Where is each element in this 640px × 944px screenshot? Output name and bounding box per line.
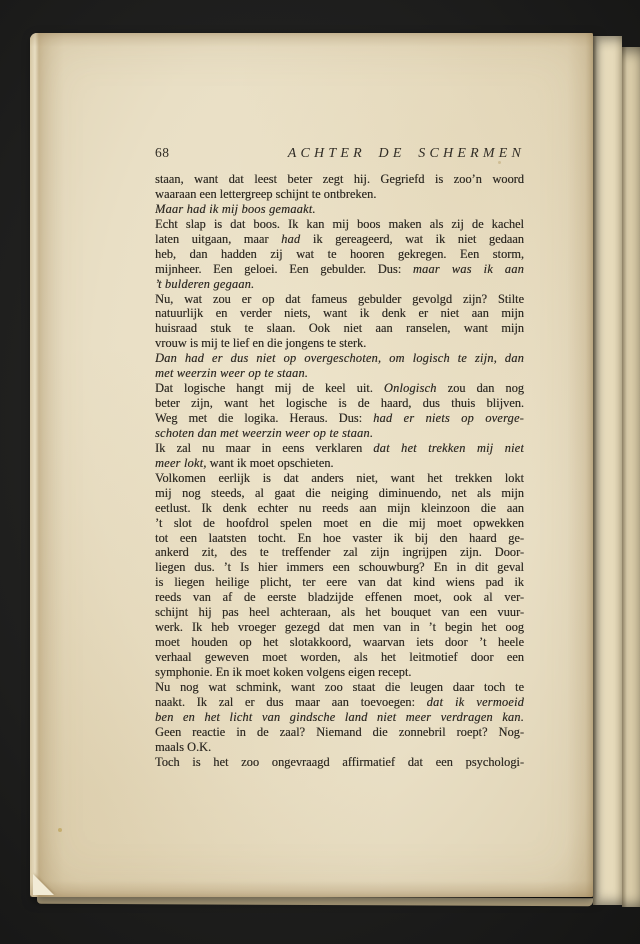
italic-run: Maar had ik mij boos gemaakt. <box>155 201 316 216</box>
text-line <box>155 575 524 590</box>
top-edge-shadow <box>30 33 593 47</box>
italic-run: met weerzin weer op te staan. <box>155 366 309 381</box>
text-line <box>155 187 524 202</box>
text-line <box>155 232 524 247</box>
italic-run: meer lokt, <box>155 455 207 470</box>
page-bottom-edge <box>37 896 593 906</box>
running-header-title: ACHTER DE SCHERMEN <box>287 146 525 161</box>
running-header <box>155 145 525 162</box>
text-run: Nu nog wat schmink, want zoo staat die leugen daar toch te <box>155 679 524 694</box>
dog-ear-corner <box>33 874 54 895</box>
paper-speck <box>58 828 62 832</box>
page-number: 68 <box>155 145 170 160</box>
page-stack-edge-inner <box>622 47 640 907</box>
page-stack-edge-outer <box>593 36 622 905</box>
paragraph <box>155 755 524 770</box>
text-line <box>155 755 524 770</box>
text-run: Echt slap is dat boos. Ik kan mij boos maken als zij de kachel <box>155 216 524 231</box>
text-line <box>155 516 524 531</box>
text-run: verhaal geweven moet worden, als het leitmotief door een <box>155 650 524 664</box>
paragraph <box>155 441 524 471</box>
paragraph <box>155 351 524 381</box>
paragraph <box>155 172 524 202</box>
text-run: want ik moet opschieten. <box>206 455 334 470</box>
text-line <box>155 441 524 456</box>
paragraph <box>155 217 524 292</box>
italic-run: Dan had er dus niet op overgeschoten, om logisch te zijn, dan <box>155 351 524 366</box>
text-run: Ik zal nu maar in eens verklaren <box>155 440 374 455</box>
gutter-shadow <box>30 33 64 897</box>
italic-run: dat het trekken mij niet <box>373 440 524 455</box>
text-line <box>155 381 524 396</box>
text-line <box>155 501 524 516</box>
text-line <box>155 396 524 411</box>
text-run: laten uitgaan, maar <box>155 231 282 246</box>
italic-run: schoten dan met weerzin weer op te staan. <box>155 425 374 440</box>
text-line <box>155 531 524 546</box>
text-line <box>155 471 524 486</box>
text-run: ankerd zit, des te treffender zal zijn ingrijpen zijn. Door- <box>155 545 524 560</box>
text-line <box>155 560 524 575</box>
text-line <box>155 456 524 471</box>
text-run: Toch is het zoo ongevraagd affirmatief dat een psychologi- <box>155 754 524 769</box>
text-run: mijnheer. Een geloei. Een gebulder. Dus: <box>155 261 413 276</box>
text-run: beter zijn, want het logische is de haard, dus thuis blijven. <box>155 396 524 411</box>
text-line <box>155 725 524 740</box>
book-page <box>30 33 593 897</box>
text-line <box>155 665 524 680</box>
text-run: Dat logische hangt mij de keel uit. <box>155 381 384 396</box>
text-run: maals O.K. <box>155 739 212 754</box>
text-line <box>155 202 524 217</box>
text-run: tot een laatsten tocht. En hoe vaster ik bij den haard ge- <box>155 530 524 545</box>
text-run: zou dan nog <box>436 381 524 396</box>
text-line <box>155 172 524 187</box>
italic-run: had <box>281 231 301 246</box>
text-run: is liegen heilige plicht, ter eere van dat kind wiens pad ik <box>155 575 524 590</box>
paragraph <box>155 381 524 441</box>
text-run: symphonie. En ik moet koken volgens eigen recept. <box>155 664 412 679</box>
text-run: ’t slot de hoofdrol spelen moet en die mij moet opwekken <box>155 515 524 530</box>
text-run: liegen dus. ’t Is hier immers een schouwburg? En in dit geval <box>155 560 524 575</box>
text-line <box>155 740 524 755</box>
text-run: werk. Ik heb vroeger gezegd dat men van in ’t begin het oog <box>155 620 524 635</box>
paragraph <box>155 471 524 680</box>
text-line <box>155 247 524 262</box>
text-run: Nu, wat zou er op dat fameus gebulder gevolgd zijn? Stilte <box>155 291 524 306</box>
italic-run: ben en het licht van gindsche land niet meer verdragen kan. <box>155 709 524 724</box>
text-line <box>155 262 524 277</box>
text-line <box>155 411 524 426</box>
text-run: heb, dan hadden zij wat te hooren gekregen. Een storm, <box>155 246 524 261</box>
italic-run: had er niets op overge- <box>373 411 524 425</box>
text-run: natuurlijk en verder niets, want ik denk er niet aan mijn <box>155 306 524 321</box>
italic-run: dat ik vermoeid <box>426 694 524 709</box>
text-run: huisraad stuk te slaan. Ook niet aan ranselen, want mijn <box>155 321 524 336</box>
paragraph <box>155 292 524 352</box>
text-line <box>155 590 524 605</box>
text-run: eetlust. Ik denk echter nu reeds aan mijn kleinzoon die aan <box>155 500 524 515</box>
text-line <box>155 710 524 725</box>
body-text <box>155 172 524 770</box>
text-line <box>155 635 524 650</box>
text-line <box>155 366 524 381</box>
text-line <box>155 306 524 321</box>
paragraph <box>155 680 524 755</box>
text-line <box>155 605 524 620</box>
text-run: Geen reactie in de zaal? Niemand die zonnebril roept? Nog- <box>155 724 524 739</box>
text-line <box>155 336 524 351</box>
text-run: vrouw is mij te lief en die jongens te sterk. <box>155 336 367 351</box>
text-run: Volkomen eerlijk is dat anders niet, want het trekken lokt <box>155 470 524 485</box>
fore-edge-shadow <box>567 33 593 897</box>
bottom-edge-shadow <box>30 881 593 897</box>
text-run: staan, want dat leest beter zegt hij. Gegriefd is zoo’n woord <box>155 172 524 186</box>
text-line <box>155 277 524 292</box>
italic-run: maar was ik aan <box>412 261 524 276</box>
text-run: naakt. Ik zal er dus maar aan toevoegen: <box>155 694 427 709</box>
text-line <box>155 680 524 695</box>
italic-run: ’t bulderen gegaan. <box>155 276 255 291</box>
text-line <box>155 292 524 307</box>
text-line <box>155 545 524 560</box>
text-run: waaraan een lettergreep schijnt te ontbreken. <box>155 186 377 201</box>
paragraph <box>155 202 524 217</box>
text-line <box>155 426 524 441</box>
text-line <box>155 620 524 635</box>
text-run: mij nog steeds, al gaat die neiging diminuendo, net als mijn <box>155 485 524 500</box>
text-line <box>155 695 524 710</box>
text-run: ik gereageerd, wat ik niet gedaan <box>300 231 524 246</box>
text-line <box>155 351 524 366</box>
text-run: Weg met die logika. Heraus. Dus: <box>155 411 374 425</box>
text-line <box>155 486 524 501</box>
text-run: schijnt hij pas heel achteraan, als het bouquet van een vuur- <box>155 605 524 620</box>
text-line <box>155 321 524 336</box>
text-line <box>155 217 524 232</box>
text-run: reeds van af de eerste bladzijde effenen moet, ook al ver- <box>155 590 524 605</box>
text-run: moet houden op het slotakkoord, waarvan iets door ’t heele <box>155 635 524 650</box>
text-line <box>155 650 524 665</box>
italic-run: Onlogisch <box>383 381 437 396</box>
